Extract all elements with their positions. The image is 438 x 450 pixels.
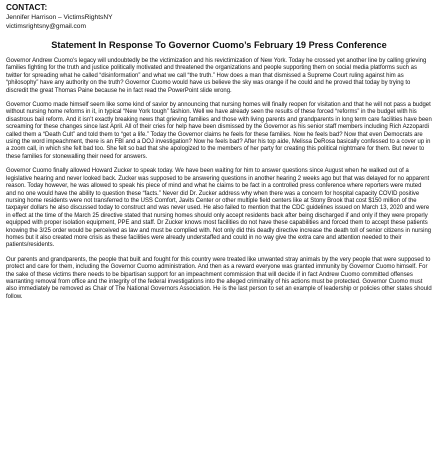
paragraph-1: Governor Andrew Cuomo’s legacy will undoubtedly be the victimization and his revictimization of New York. Today he crossed yet another line by calling grieving families fighting for the truth and justice politically motivated and threatened the organizations and people supporting them on social media platforms such as twitter for spreading what he called “disinformation” and what we call “the truth.” How does a man that dismissed a Supreme Court ruling against him as “philosophy” have any authority on the truth? Governor Cuomo would have us believe the sky was orange if he could and he proved that today by trying to discredit the great Thomas Paine because he in fact read the PowerPoint slide wrong. (6, 58, 427, 94)
contact-name: Jennifer Harrison – VictimsRightsNY (6, 14, 113, 21)
statement-body (6, 58, 432, 301)
paragraph-3: Governor Cuomo finally allowed Howard Zucker to speak today. We have been waiting for him to answer questions since August when he walked out of a legislative hearing and never looked back. Zucker was supposed to be answering questions in another hearing 2 weeks ago but that was delayed for no apparent reason. Today however, he was allowed to speak his piece of mind and what he claims to be fact in a controlled press conference where reporters were muted and no one would have the ability to question these “facts.” Never did Dr. Zucker address why when there was a concern for hospital capacity COVID positive nursing home residents were not transferred to the USS Comfort, Javits Center or other multiple field centers like at Stony Brook that cost $150 million of the taxpayer dollars he also discussed today to construct and was never used. He also failed to mention that the CDC guidelines issued on March 13, 2020 and were in effect at the time of the March 25 directive stated that nursing homes should only accept residents back after being discharged if and only if they were properly equipped with proper isolation equipment, PPE and staff. Dr Zucker knows most facilities do not have these capabilities and forced them to accept these patients knowing the 3/25 order would be perceived as law and must be complied with. Not only did this deadly directive increase the death toll of senior citizens in nursing homes but it also created more crisis as these facilities were already understaffed and could in no way give the extra care and attention needed to their patients/residents. (6, 168, 432, 249)
statement-title: Statement In Response To Governor Cuomo’s February 19 Press Conference (51, 40, 387, 50)
contact-block (6, 3, 432, 31)
paragraph-2: Governor Cuomo made himself seem like some kind of savior by announcing that nursing homes will finally reopen for visitation and that he will not pass a budget without nursing home reforms in it, in typical “New York tough” fashion. Well we have already seen the results of these forced “reforms” in the budget with his disastrous bail reform. And it isn’t exactly breaking news that grieving families and those with living parents and grandparents in long term care facilities have been screaming for these changes since last April. All of their cries for help have been dismissed by the Governor as his senior staff members including Rich Azzopardi called them a “Death Cult” and told them to “get a life.” Today the Governor claims he feels for these families. Now he feels bad? Now that even Democrats are using the word impeachment, there is an FBI and a DOJ investigation? Now he feels bad? After his top aide, Melissa DeRosa basically confessed to a cover up in a zoom call, in which she felt bad too. She felt so bad that she apologized to the members of her party for creating this political nightmare for them. But never to these families for stonewalling their need for answers. (6, 102, 432, 160)
contact-heading: CONTACT: (6, 3, 48, 12)
contact-email: victimsrightsny@gmail.com (6, 23, 86, 30)
paragraph-4: Our parents and grandparents, the people that built and fought for this country were treated like unwanted stray animals by the very people that were supposed to protect and care for them, including the Governor Cuomo administration. And then as a reward everyone was granted immunity by Governor Cuomo himself. For the sake of these victims there needs to be bipartisan support for an impeachment commission that will decide if in fact Andrew Cuomo committed offenses warranting removal from office and the integrity of the federal investigations into the alleged criminality of his actions must be protected. Governor Cuomo must also immediately be removed as Chair of The National Governors Association. He is the last person to set an example of leadership or policies other states should follow. (6, 256, 432, 300)
